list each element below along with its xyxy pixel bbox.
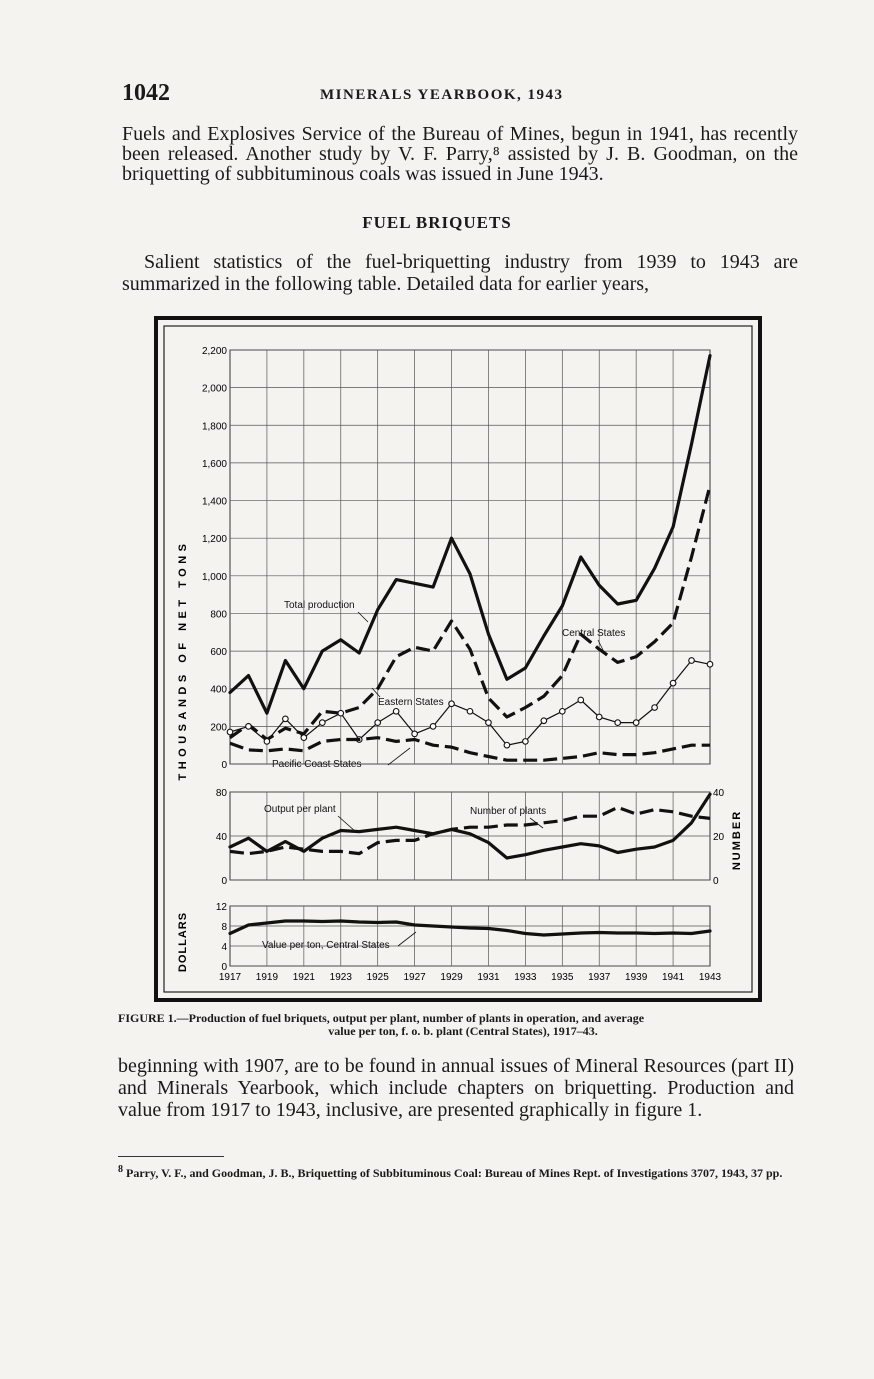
paragraph-2 [122, 251, 798, 295]
data-point [523, 739, 529, 745]
data-point [375, 720, 381, 726]
x-tick-label: 1919 [255, 972, 279, 983]
series-label: Number of plants [470, 806, 547, 817]
left-axis-title: THOUSANDS OF NET TONS [177, 539, 189, 781]
paragraph-2-text: Salient statistics of the fuel-briquetting industry from 1939 to 1943 are summarized in the following table. Detailed data for earlier years, [122, 251, 798, 295]
x-tick-label: 1917 [218, 972, 242, 983]
x-tick-label: 1941 [661, 972, 685, 983]
data-point [430, 724, 436, 730]
page-header [122, 80, 802, 114]
data-point [301, 735, 307, 741]
y-tick-label: 2,000 [201, 383, 227, 395]
x-tick-label: 1933 [514, 972, 537, 983]
dollars-axis-title: DOLLARS [177, 911, 189, 973]
y-tick-label: 1,400 [201, 496, 227, 508]
x-tick-label: 1935 [551, 972, 574, 983]
series-label: Pacific Coast States [272, 759, 362, 770]
footnote [118, 1164, 798, 1179]
data-point [541, 718, 547, 724]
y-tick-label: 1,800 [201, 421, 227, 433]
x-tick-label: 1939 [625, 972, 648, 983]
section-heading: FUEL BRIQUETS [362, 213, 512, 232]
series-label: Total production [284, 600, 355, 611]
data-point [283, 716, 289, 722]
label-leader-line [388, 748, 410, 765]
x-tick-label: 1943 [698, 972, 722, 983]
series-line-total-production [230, 356, 710, 714]
y-tick-label: 600 [210, 647, 227, 659]
series-line-value-per-ton-central-states [230, 921, 710, 935]
x-tick-label: 1927 [403, 972, 426, 983]
data-point [338, 710, 344, 716]
data-point [486, 720, 492, 726]
data-point [246, 724, 252, 730]
y-tick-label: 40 [215, 832, 227, 843]
y-tick-label: 200 [210, 722, 227, 734]
series-label: Output per plant [264, 804, 336, 815]
panel-frame [230, 906, 710, 966]
data-point [596, 714, 602, 720]
data-point [670, 680, 676, 686]
data-point [320, 720, 326, 726]
data-point [393, 709, 399, 715]
x-tick-label: 1931 [477, 972, 500, 983]
panel-frame [230, 350, 710, 764]
figure-inner-border [164, 326, 752, 992]
y-tick-label: 0 [221, 876, 227, 887]
caption-text-2: value per ton, f. o. b. plant (Central States), 1917–43. [328, 1024, 598, 1038]
data-point [633, 720, 639, 726]
x-tick-label: 1923 [329, 972, 352, 983]
y-tick-label: 1,600 [201, 458, 227, 470]
x-tick-label: 1937 [588, 972, 611, 983]
fuel-briquets-chart [158, 320, 758, 998]
y-tick-label: 800 [210, 609, 227, 621]
series-line-central-states [230, 486, 710, 740]
figure-caption [118, 1012, 808, 1038]
y-tick-label: 8 [221, 922, 227, 933]
y-tick-label-right: 40 [713, 788, 725, 799]
y-tick-label: 0 [221, 760, 227, 771]
y-tick-label: 400 [210, 684, 227, 696]
y-tick-label: 4 [221, 942, 227, 953]
y-tick-label-right: 20 [713, 832, 725, 843]
y-tick-label: 1,200 [201, 534, 227, 546]
series-label: Eastern States [378, 697, 444, 708]
footnote-text: Parry, V. F., and Goodman, J. B., Briquetting of Subbituminous Coal: Bureau of Mines Rept. of Investigations 3707, 1943, 37 pp. [126, 1166, 783, 1180]
data-point [707, 661, 713, 667]
y-tick-label: 0 [221, 962, 227, 973]
data-point [412, 731, 418, 737]
y-tick-label: 1,000 [201, 571, 227, 583]
y-tick-label-right: 0 [713, 876, 719, 887]
caption-text: —Production of fuel briquets, output per plant, number of plants in operation, and average [176, 1011, 645, 1025]
right-axis-title: NUMBER [731, 809, 743, 871]
data-point [264, 739, 270, 745]
data-point [504, 742, 510, 748]
data-point [689, 658, 695, 664]
footnote-rule [118, 1156, 224, 1157]
data-point [652, 705, 658, 711]
x-tick-label: 1929 [440, 972, 463, 983]
data-point [578, 697, 584, 703]
y-tick-label: 80 [215, 788, 227, 799]
running-title: MINERALS YEARBOOK, 1943 [320, 87, 564, 103]
page-number: 1042 [122, 80, 170, 106]
footnote-marker: 8 [118, 1164, 123, 1175]
series-label: Central States [562, 628, 626, 639]
series-line-pacific-coast-states [230, 738, 710, 761]
label-leader-line [398, 932, 416, 946]
x-tick-label: 1925 [366, 972, 389, 983]
figure-1 [154, 316, 762, 1002]
caption-label: FIGURE 1. [118, 1011, 177, 1025]
data-point [615, 720, 621, 726]
y-tick-label: 2,200 [201, 346, 227, 357]
series-label: Value per ton, Central States [262, 940, 390, 951]
paragraph-3: beginning with 1907, are to be found in annual issues of Mineral Resources (part II) and Minerals Yearbook, which include chapters on briquetting. Production and value from 1917 to 1943, inclusive, are presented graphically in figure 1. [118, 1055, 794, 1121]
data-point [227, 729, 233, 735]
paragraph-1: Fuels and Explosives Service of the Bureau of Mines, begun in 1941, has recently been released. Another study by V. F. Parry,⁸ assisted by J. B. Goodman, on the briquetting of subbituminous coals was issued in June 1943. [122, 123, 798, 185]
x-tick-label: 1921 [292, 972, 315, 983]
data-point [467, 709, 473, 715]
data-point [560, 709, 566, 715]
data-point [449, 701, 455, 707]
y-tick-label: 12 [215, 902, 227, 913]
